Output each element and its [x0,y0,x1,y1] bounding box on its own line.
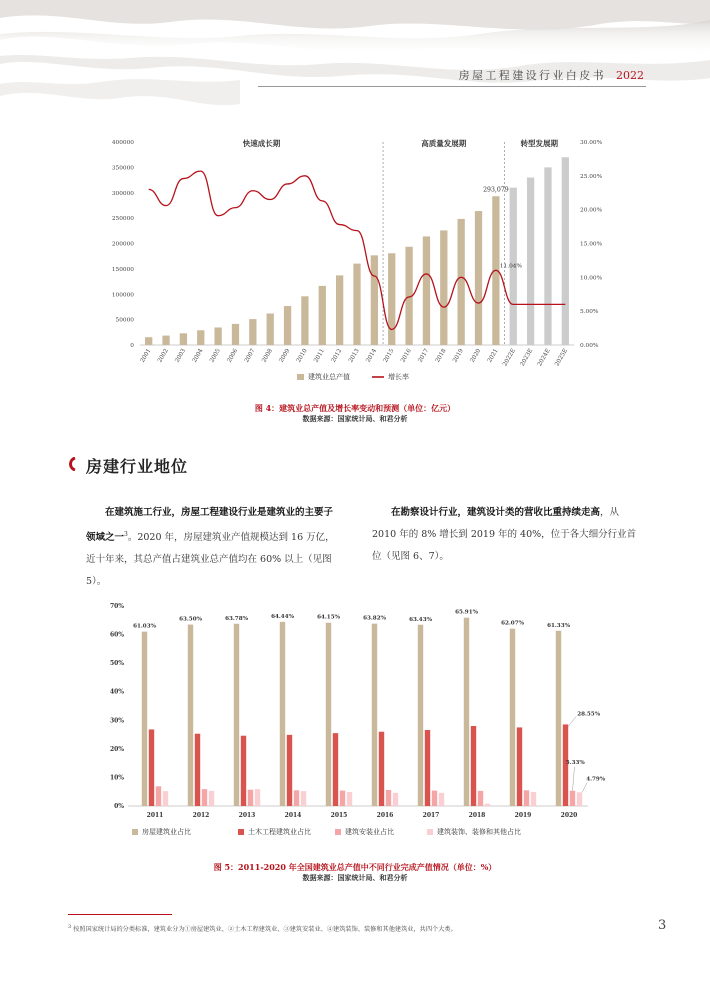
y-right-tick: 30.00% [580,140,603,146]
bar-2008 [267,314,274,345]
bar-2020-s1 [556,631,561,806]
x-tick: 2022E [502,348,517,368]
bar-2011-s3 [156,786,161,806]
legend-bar-swatch [297,374,304,380]
bar-2023E [527,178,534,345]
figure-5-source: 数据来源：国家统计局、和君分析 [302,873,408,882]
x-tick: 2007 [243,348,257,364]
x-tick: 2009 [278,348,292,364]
bar-2019-s1 [510,629,515,806]
y-left-tick: 300000 [111,190,134,197]
bar-2005 [214,327,221,345]
x-tick: 2014 [365,348,379,364]
footnote: $^3$ 按照国家统计局的分类标准，建筑业分为①房屋建筑业、②土木工程建筑业、③建筑安装业、④建筑装饰、装修和其他建筑业，共四个大类。 [68,924,457,934]
x-tick: 2025E [554,348,570,368]
bar-2020-s4 [577,792,582,806]
bar-label-2021: 293,079 [483,186,509,194]
legend-swatch-1 [132,829,138,835]
bar-2009 [284,306,291,345]
x-tick: 2011 [313,348,327,364]
bar-2017-s2 [425,730,430,806]
bar-2018-s2 [471,726,476,806]
bar-2014-s3 [294,790,299,806]
bar-2012 [336,275,343,345]
leader-line [568,716,576,726]
bar-2013 [353,264,360,345]
legend-label-4: 建筑装饰、装修和其他占比 [437,828,521,836]
bar-2013-s1 [234,624,239,806]
x-tick: 2017 [417,348,431,364]
y-right-tick: 20.00% [580,207,603,214]
x-tick: 2005 [209,348,222,364]
bar-label-2013: 63.78% [225,615,248,622]
bar-2006 [232,324,239,345]
page-number: 3 [658,918,667,933]
x-tick: 2018 [434,348,448,364]
bar-label-2017: 63.43% [409,616,432,623]
x-tick: 2021 [487,348,500,364]
x-tick: 2008 [261,348,274,364]
section-bracket-icon [68,457,76,471]
footnote-rule [68,914,172,915]
bar-label-2014: 64.44% [271,613,294,620]
y-right-tick: 5.00% [580,309,599,316]
x-tick: 2003 [174,348,188,364]
y-right-tick: 25.00% [580,173,603,180]
bar-2011-s1 [142,632,147,806]
period-label: 快速成长期 [242,139,281,148]
legend-swatch-4 [427,829,433,835]
bar-2018 [440,230,447,345]
chart-construction-output [0,130,710,390]
bar-2015 [388,253,395,345]
bar-2011-s2 [149,729,154,806]
legend-label-3: 建筑安装业占比 [345,828,394,836]
y-tick: 20% [109,745,124,753]
chart-industry-share [0,598,710,848]
period-label: 转型发展期 [520,139,559,148]
y-left-tick: 350000 [111,165,134,172]
bar-2016-s3 [386,790,391,806]
bar-2013-s4 [255,789,260,806]
bar-2012-s1 [188,625,193,806]
x-tick: 2014 [284,812,302,819]
paragraph-right-emphasis: 在勘察设计行业，建筑设计类的营收比重持续走高 [391,507,601,518]
x-tick: 2024E [537,348,552,368]
y-right-tick: 0.00% [580,343,599,349]
header-year: 2022 [616,69,644,82]
y-tick: 0% [114,803,124,810]
bar-2014-s1 [280,622,285,806]
bar-2015-s4 [347,792,352,806]
y-tick: 70% [109,603,124,610]
y-left-tick: 100000 [111,292,134,299]
bar-2001 [145,337,152,345]
x-tick: 2016 [376,812,394,819]
rate-label-2021: 11.04% [499,263,522,270]
header-landscape-decoration [0,0,710,120]
figure-4-caption: 图 4：建筑业总产值及增长率变动和预测（单位：亿元） [254,403,456,413]
bar-2004 [197,330,204,345]
x-tick: 2012 [330,348,344,364]
x-tick: 2006 [226,348,240,364]
bar-2018-s3 [478,791,483,806]
section-title: 房建行业地位 [86,457,189,476]
bar-2013-s2 [241,736,246,806]
x-tick: 2020 [469,348,483,364]
x-tick: 2004 [191,348,205,364]
bar-2017-s3 [432,791,437,806]
bar-2019 [458,219,465,345]
x-tick: 2012 [192,812,210,819]
bar-2010 [301,296,308,345]
bar-2014-s4 [301,791,306,806]
bar-label-2020: 61.33% [547,622,570,629]
bar-2018-s4 [485,804,490,806]
paragraph-left: 在建筑施工行业，房屋工程建设行业是建筑业的主要子领域之一$^3$。2020 年，房屋建筑业产值规模达到 16 万亿，近十年来，其总产值占建筑业总产值均在 60% 以上（见图 5）。 [86,507,335,588]
legend-swatch-2 [238,829,244,835]
bar-2003 [180,333,187,345]
x-tick: 2018 [468,812,486,819]
bar-2011 [319,286,326,345]
label-install-2020: 5.33% [565,759,585,766]
bar-2020 [475,211,482,345]
bar-2015-s3 [340,791,345,806]
bar-2007 [249,319,256,345]
bar-2019-s3 [524,790,529,806]
bar-2015-s1 [326,623,331,806]
figure-5-caption: 图 5：2011-2020 年全国建筑业总产值中不同行业完成产值情况（单位：%） [213,862,497,872]
x-tick: 2016 [400,348,413,364]
header-rule [258,86,646,87]
y-left-tick: 50000 [115,317,134,324]
y-right-tick: 15.00% [580,241,603,248]
bar-2012-s2 [195,734,200,806]
x-tick: 2010 [296,348,309,364]
bar-2016-s4 [393,793,398,806]
bar-label-2018: 65.91% [455,609,478,616]
paragraph-right: 在勘察设计行业，建筑设计类的营收比重持续走高，从 2010 年的 8% 增长到 2019 年的 40%，位于各大细分行业首位（见图 6、7）。 [372,507,637,562]
legend-bar-label: 建筑业总产值 [308,373,350,381]
legend-line-label: 增长率 [388,373,409,381]
x-tick: 2011 [146,812,164,819]
y-tick: 50% [109,660,124,668]
bar-2002 [162,336,169,345]
x-tick: 2001 [139,348,153,364]
bar-2017 [423,236,430,345]
y-right-tick: 10.00% [580,275,603,282]
bar-label-2012: 63.50% [179,616,202,623]
y-left-tick: 250000 [111,216,134,223]
bar-2019-s2 [517,727,522,806]
bar-2017-s1 [418,625,423,806]
paragraph-left-emphasis: 在建筑施工行业，房屋工程建设行业是建筑业的主要子领域之一 [86,507,334,544]
y-left-tick: 400000 [111,140,134,146]
period-label: 高质量发展期 [421,139,467,148]
bar-label-2011: 61.03% [133,623,156,630]
x-tick: 2023E [519,348,535,368]
bar-2011-s4 [163,791,168,806]
bar-label-2016: 63.82% [363,615,386,622]
y-left-tick: 150000 [111,266,134,273]
bar-label-2015: 64.15% [317,614,340,621]
x-tick: 2015 [330,812,348,819]
bar-2024E [544,167,551,345]
legend-label-2: 土木工程建筑业占比 [248,828,311,836]
leader-line [582,782,587,792]
x-tick: 2013 [348,348,361,364]
bar-2016-s1 [372,624,377,806]
x-tick: 2019 [514,812,532,819]
bar-2014 [371,255,378,345]
bar-2016-s2 [379,732,384,806]
x-tick: 2013 [238,812,256,819]
x-tick: 2002 [157,348,170,364]
bar-2012-s4 [209,791,214,806]
y-left-tick: 0 [130,343,134,349]
figure-4-source: 数据来源：国家统计局、和君分析 [302,414,408,423]
legend-swatch-3 [335,829,341,835]
bar-2019-s4 [531,792,536,806]
bar-2020-s3 [570,791,575,806]
x-tick: 2020 [560,812,578,819]
bar-2025E [562,157,569,345]
header-title: 房屋工程建设行业白皮书 2022 [458,69,644,82]
bar-2015-s2 [333,733,338,806]
bar-label-2019: 62.07% [501,620,524,627]
x-tick: 2015 [382,348,396,364]
y-tick: 10% [109,774,124,782]
legend-label-1: 房屋建筑业占比 [142,828,191,836]
bar-2013-s3 [248,790,253,806]
y-left-tick: 200000 [111,241,134,248]
x-tick: 2019 [452,348,465,364]
label-civil-2020: 28.55% [577,711,601,718]
y-tick: 40% [109,688,124,696]
bar-2012-s3 [202,789,207,806]
x-tick: 2017 [422,812,440,819]
y-tick: 60% [109,631,124,639]
label-decor-2020: 4.79% [586,776,606,783]
y-tick: 30% [109,717,124,725]
leader-line [573,767,575,791]
bar-2018-s1 [464,618,469,806]
bar-2017-s4 [439,793,444,806]
bar-2014-s2 [287,735,292,806]
